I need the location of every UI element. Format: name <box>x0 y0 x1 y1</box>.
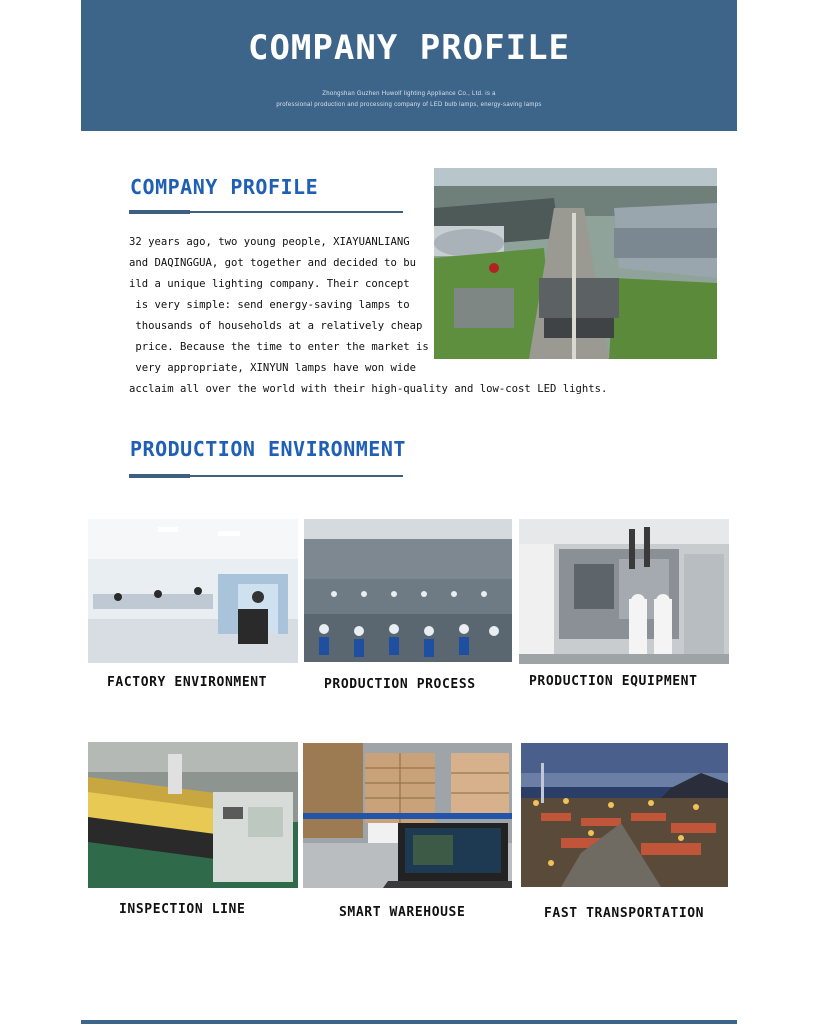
caption-smart-warehouse: SMART WAREHOUSE <box>339 905 466 920</box>
factory-environment-photo <box>88 519 298 663</box>
footer-divider <box>81 1020 737 1024</box>
banner-title: COMPANY PROFILE <box>247 28 571 68</box>
fast-transportation-photo <box>521 743 728 887</box>
factory-aerial-photo <box>434 168 717 359</box>
caption-fast-transportation: FAST TRANSPORTATION <box>544 906 705 921</box>
profile-line: 32 years ago, two young people, XIAYUANLIANG <box>129 236 410 248</box>
profile-line: and DAQINGGUA, got together and decided to bu <box>129 257 417 269</box>
profile-line: price. Because the time to enter the market is <box>129 341 429 353</box>
caption-production-equipment: PRODUCTION EQUIPMENT <box>529 674 698 689</box>
banner-subtitle <box>81 89 737 111</box>
profile-line: is very simple: send energy-saving lamps to <box>129 299 410 311</box>
profile-line: acclaim all over the world with their high-quality and low-cost LED lights. <box>129 383 608 395</box>
inspection-line-photo <box>88 742 298 888</box>
profile-line: very appropriate, XINYUN lamps have won wide <box>129 362 417 374</box>
production-environment-underline <box>129 475 403 477</box>
production-environment-heading: PRODUCTION ENVIRONMENT <box>130 437 406 461</box>
company-profile-underline <box>129 211 403 213</box>
banner-subtitle-line-1: Zhongshan Guzhen Huwolf lighting Appliance Co., Ltd. is a <box>322 91 496 97</box>
caption-inspection-line: INSPECTION LINE <box>119 902 246 917</box>
company-profile-heading: COMPANY PROFILE <box>130 175 319 199</box>
header-banner <box>81 0 737 131</box>
caption-factory-environment: FACTORY ENVIRONMENT <box>107 675 268 690</box>
banner-subtitle-line-2: professional production and processing company of LED bulb lamps, energy-saving lamps <box>276 102 542 108</box>
caption-production-process: PRODUCTION PROCESS <box>324 677 476 692</box>
smart-warehouse-photo <box>303 743 512 888</box>
profile-line: thousands of households at a relatively cheap <box>129 320 423 332</box>
production-equipment-photo <box>519 519 729 664</box>
production-process-photo <box>304 519 512 662</box>
profile-line: ild a unique lighting company. Their concept <box>129 278 410 290</box>
